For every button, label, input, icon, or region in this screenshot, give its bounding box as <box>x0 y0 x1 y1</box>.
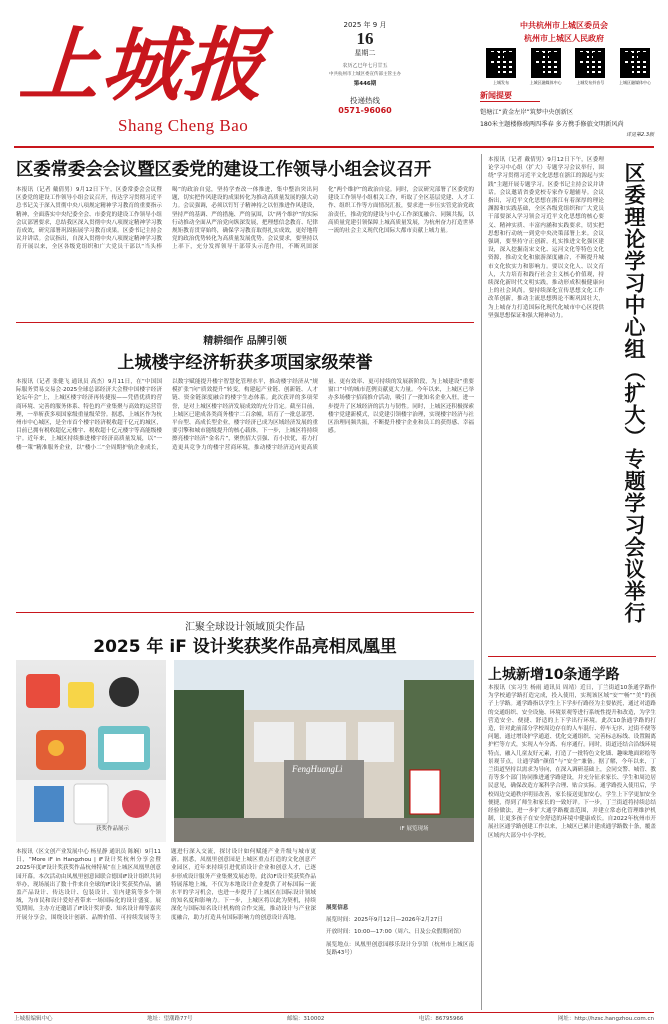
divider <box>16 612 474 613</box>
year-month: 2025 年 9 月 <box>343 21 387 29</box>
sponsor-party: 中共杭州市上城区委员会 <box>520 21 608 30</box>
newspaper-title-pinyin: Shang Cheng Bao <box>118 116 249 135</box>
exhibit-hours: 开放时间：10:00—17:00（周六、日及公众假期闭馆） <box>326 929 465 936</box>
qr-row <box>482 48 654 86</box>
article3-kicker: 汇聚全球设计领域顶尖作品 <box>185 622 305 633</box>
qr-label: 上城发布 <box>493 80 509 85</box>
qr-label: 上城区融媒体中心 <box>618 80 651 85</box>
side-top-headline: 区委理论学习中心组（扩大）专题学习会议举行 <box>622 162 646 624</box>
footer-editor: 上城报编辑中心 <box>14 1016 53 1022</box>
photo-caption-right: iF 展览现场 <box>400 826 429 832</box>
exhibit-photo-left <box>16 660 166 842</box>
article2-kicker: 精耕细作 品牌引领 <box>203 336 287 347</box>
qr-code-icon <box>531 48 561 78</box>
hotline-label: 投递热线 <box>350 96 380 105</box>
qr-item[interactable] <box>571 48 609 86</box>
issue-number: 第446期 <box>353 81 377 87</box>
news-alert-more[interactable]: 详见第2.3版 <box>626 132 654 138</box>
footer-address: 地址：望潮路77号 <box>146 1016 193 1022</box>
qr-code-icon <box>575 48 605 78</box>
article2-headline: 上城楼宇经济斩获多项国家级荣誉 <box>117 353 373 373</box>
column-divider <box>481 154 482 1010</box>
qr-code-icon <box>620 48 650 78</box>
news-alert-line1[interactable]: 铠塘江“黄金左岸”筑梦中央创新区 <box>480 109 574 116</box>
hotline-number: 0571-96060 <box>338 106 392 115</box>
qr-item[interactable] <box>616 48 654 86</box>
building-illustration <box>174 660 474 842</box>
day: 16 <box>356 29 374 48</box>
fenghuangli-sign: FengHuangLi <box>292 764 343 774</box>
article3-headline: 2025 年 iF 设计奖获奖作品亮相凤凰里 <box>93 637 397 657</box>
newspaper-title: 上城报 <box>16 18 270 112</box>
article1-body: 本报讯（记者 戴倩男）9月12日下午，区委常委会会议暨区委党的建设工作领导小组会议召开，传达学习贯彻习近平总书记关于深入贯彻中央八项规定精神学习教育的重要指示精神，全面落实中央纪委全会、市委党的建设工作领导小组会议部署要求，总结我区深入贯彻中央八项规定精神学习教育成效，研究部署巩固拓展学习教育成果。区委书记主持会议并讲话。会议指出，自深入贯彻中央八项规定精神学习教育开展以来，全区各级党组织和广大党员干部以“当头棒喝”的政治自觉，坚持学查改一体推进，集中整治突出问题，切实把作风建设的成果转化为推动高质量发展的强大动力。会议强调，必须以钉钉子精神持之以恒推进作风建设，坚持严的基调、严的措施、严的氛围，以“两个维护”的实际行动推动全面从严治党向纵深发展，把理想信念教育、纪律规矩教育贯穿始终，确保学习教育取得扎实成效，更好地将党的政治优势转化为高质量发展优势。会议要求，要坚持以上率下，充分发挥领导干部带头示范作用，不断巩固深化“两个维护”的政治自觉。同时，会议研究部署了区委党的建设工作领导小组相关工作，听取了全区基层党建、人才工作、组织工作等方面情况汇报，要求进一步压实管党治党政治责任，推动党的建设与中心工作深度融合、同频共振，以高质量党建引领保障上城高质量发展，为杭州奋力打造世界一流的社会主义现代化国际大都市贡献上城力量。 <box>16 187 474 251</box>
sponsor-block <box>474 20 654 44</box>
lunar-date: 农历乙巳年七月廿五 <box>342 63 388 69</box>
exhibit-time: 展览时间：2025年9月12日—2026年2月27日 <box>326 917 443 924</box>
news-alert-box <box>480 90 654 144</box>
publisher-line: 中共杭州市上城区委宣传部主管主办 <box>329 72 401 77</box>
masthead <box>0 0 668 150</box>
qr-code-icon <box>486 48 516 78</box>
exhibit-objects-illustration <box>16 660 166 842</box>
article4-headline: 上城新增10条通学路 <box>488 667 620 683</box>
sponsor-gov: 杭州市上城区人民政府 <box>524 34 604 43</box>
article2-body: 本报讯（记者 张健飞 通讯员 高杰）9月11日，在“中国国际服务贸易交易会·2025全球总部经济大会暨中国楼宇经济论坛年会”上，上城区楼宇经济再传捷报——凭借优质的营商环境、完善的服务体系、特色的产业集聚与高效的运营管理，一举斩获多项国家级重量级荣誉。据悉，上城区作为杭州市中心城区，是全市首个楼宇经济税收超千亿元的城区，目前已拥有税收超亿元楼宇、税收超十亿元楼宇等高能级楼宇。近年来，上城区持续推进楼宇经济高质量发展，以“一楼一策”精准服务企业，以“楼小二”全周期护航企业成长，以数字赋能提升楼宇智慧化管理水平，推动楼宇经济从“规模扩张”向“质效提升”转变，构建起产业链、创新链、人才链、资金链深度融合的楼宇生态体系。此次获评的多项荣誉，是对上城区楼宇经济发展成效的充分肯定。截至目前，上城区已建成各类商务楼宇二百余幢，培育了一批总部型、平台型、高成长型企业，楼宇经济已成为区域经济发展的重要引擎和城市能级提升的核心载体。下一步，上城区将持续擦亮楼宇经济“金名片”，聚焦招大引强、育小扶优，着力打造更具竞争力的楼宇营商环境，推动楼宇经济迈向更高质量、更有效率、更可持续的发展新阶段，为上城建设“重要窗口”中的城市范例贡献更大力量。今年以来，上城区已举办多场楼宇招商推介活动，吸引了一批知名企业入驻，进一步提升了区域经济的活力与韧性。同时，上城区还积极探索楼宇党建新模式，以党建引领楼宇治理，实现楼宇经济与社区治理同频共振，不断提升楼宇企业和员工的获得感、幸福感。 <box>16 379 474 451</box>
photo-caption-left: 获奖作品展示 <box>96 826 130 832</box>
divider <box>488 656 656 657</box>
footer-tel: 电话：86795966 <box>418 1016 464 1022</box>
footer <box>14 1012 654 1022</box>
qr-label: 上城发布抖音号 <box>576 80 605 85</box>
qr-label: 上城区融媒体中心 <box>529 80 562 85</box>
news-alert-line2[interactable]: 180米主题楼修竣两四季春 多方携手修旅文明新风尚 <box>480 121 624 128</box>
footer-web[interactable]: 网址：http://hzsc.hangzhou.com.cn <box>557 1016 654 1022</box>
article3-body: 本报讯（区文创产业发展中心 杨星静 通讯员 陈娴）9月11日，“More iF in Hangzhou | iF设计奖杭州分享会暨2025年度iF设计奖获奖作品杭州特展”在上城区凤凰里创意园开幕。本次活动由凤凰里创意园联合德国iF设计组织共同举办，现场展出了数十件来自全球的iF设计奖获奖作品，涵盖产品设计、传达设计、包装设计、室内建筑等多个领域，为市民和设计爱好者带来一场国际化的设计盛宴。展览期间，主办方还邀请了iF设计奖评委、知名设计师等嘉宾开展分享会，围绕设计创新、品牌价值、可持续发展等主题进行深入交流，探讨设计如何赋能产业升级与城市更新。据悉，凤凰里创意园是上城区重点打造的文化创意产业园区，近年来持续引进优质设计企业和创意人才，已逐步形成设计服务产业集聚发展态势。此次iF设计奖获奖作品特展落地上城，不仅为本地设计企业提供了对标国际一流水平的学习机会，也进一步提升了上城区在国际设计领域的知名度和影响力。下一步，上城区将以此为契机，持续深化与国际知名设计机构的合作交流，推动设计与产业深度融合，助力打造具有国际影响力的创意设计高地。 <box>16 849 316 921</box>
qr-item[interactable] <box>482 48 520 86</box>
side-top-body: 本报讯（记者 戴倩男）9月12日下午，区委理论学习中心组（扩大）专题学习会议举行，围绕“学习贯彻习近平文化思想在浙江的源起与实践”主题开展专题学习。区委书记主持会议并讲话。会议邀请省委党校专家作专题辅导。会议指出，习近平文化思想在浙江有着深厚的理论渊源和实践基础，全区各级党组织和广大党员干部要深入学习领会习近平文化思想的核心要义、精神实质、丰富内涵和实践要求，切实把思想和行动统一到党中央决策部署上来。会议强调，要坚持守正创新，扎实推进文化强区建设，深入挖掘南宋文化、运河文化等特色文化资源，推动文化和旅游深度融合，不断提升城市文化软实力和影响力。要以文化人、以文育人，大力培育和践行社会主义核心价值观，持续深化新时代文明实践，推动形成积极健康向上的社会风尚。要持续深化宣传思想文化工作改革创新，推动主流思想舆论不断巩固壮大，为上城奋力打造国际化现代化城市中心区提供坚强思想保证和强大精神动力。 <box>488 157 604 319</box>
exhibit-photo-right <box>174 660 474 842</box>
exhibit-place: 展览地点：凤凰里创意园移乐设计分享馆（杭州市上城区南复路43号） <box>326 941 474 956</box>
weekday: 星期二 <box>354 49 376 57</box>
qr-item[interactable] <box>527 48 565 86</box>
footer-postcode: 邮编：310002 <box>286 1016 325 1022</box>
exhibit-info <box>326 848 474 1008</box>
divider <box>16 322 474 323</box>
date-block <box>300 20 430 115</box>
exhibit-label: 展览信息 <box>326 905 349 911</box>
news-alert-label: 新闻提要 <box>480 90 540 102</box>
masthead-divider <box>14 146 654 148</box>
article4-body: 本报讯（实习生 杨雨 通讯员 周靖）近日，丁兰街道10条通学路作为学校通学路打造完成，投入使用，实现该区域“安”“畅”“美”的孩子上学路。通学路指以学生上下学步行路径为主要依托，通过对道路的交通组织、安全设施、环境景观等进行系统性提升和改造，为学生营造安全、便捷、舒适的上下学出行环境。此次10条通学路的打造，针对此前部分学校周边存在的人车混行、停车无序、过街不便等问题，通过增设护学通道、优化交通组织、完善标志标线、设置隔离护栏等方式，实现人车分离、有序通行。同时，街道还结合沿线环境特点，融入儿童友好元素，打造了一批特色文化墙、趣味地面彩绘等景观节点，让通学路“颜值”与“安全”兼备。据了解，今年以来，丁兰街道坚持以需求为导向，在深入调研基础上，会同交警、城管、教育等多个部门协同推进通学路建设，并充分征求家长、学生和周边居民意见，确保改造方案科学合理、贴合实际。通学路投入使用后，学校周边交通秩序明显改善，家长接送更加安心，学生上下学更加安全便捷，得到了师生和家长的一致好评。下一步，丁兰街道将持续总结经验做法，进一步扩大通学路覆盖范围，并建立常态化管理维护机制，让更多孩子在安全舒适的环境中健康成长。自2022年杭州市开展社区通学路创建工作以来，上城区已累计建成通学路数十条，覆盖区域内大部分中小学校。 <box>488 685 656 839</box>
main-headline: 区委常委会会议暨区委党的建设工作领导小组会议召开 <box>16 160 432 180</box>
